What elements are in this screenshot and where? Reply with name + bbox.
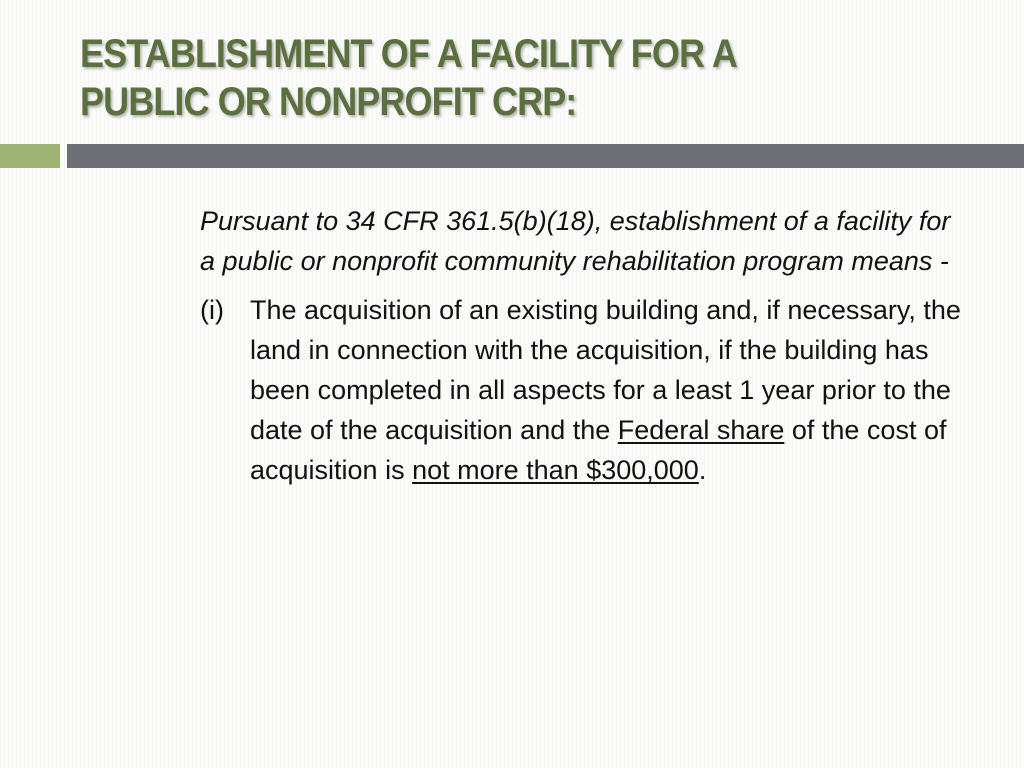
slide-title — [80, 30, 890, 126]
cfr-citation: 34 CFR 361.5(b)(18) — [345, 206, 595, 236]
title-divider-bar — [67, 144, 1024, 168]
intro-paragraph — [200, 201, 970, 281]
item-text-before: The acquisition of an existing building and, if necessary, the land in connection with the acquisition, if the building has been completed in all aspects for a least 1 year prior to the date of the acquisition and the — [250, 295, 961, 445]
title-accent-bar — [0, 144, 60, 168]
slide-body — [200, 201, 980, 490]
federal-share-term: Federal share — [617, 415, 785, 445]
item-text-middle: of the cost of acquisition is — [250, 415, 947, 485]
slide-title-line-1: ESTABLISHMENT OF A FACILITY FOR A — [80, 32, 737, 76]
cost-limit: not more than $300,000 — [412, 455, 699, 485]
intro-rest: , establishment of a facility for a public or nonprofit community rehabilitation program means - — [200, 206, 951, 276]
intro-prefix: Pursuant to — [200, 206, 346, 236]
item-end: . — [698, 455, 707, 485]
definition-item-i — [200, 290, 965, 490]
item-marker: (i) — [200, 295, 224, 325]
slide-title-line-2: PUBLIC OR NONPROFIT CRP: — [80, 80, 577, 124]
